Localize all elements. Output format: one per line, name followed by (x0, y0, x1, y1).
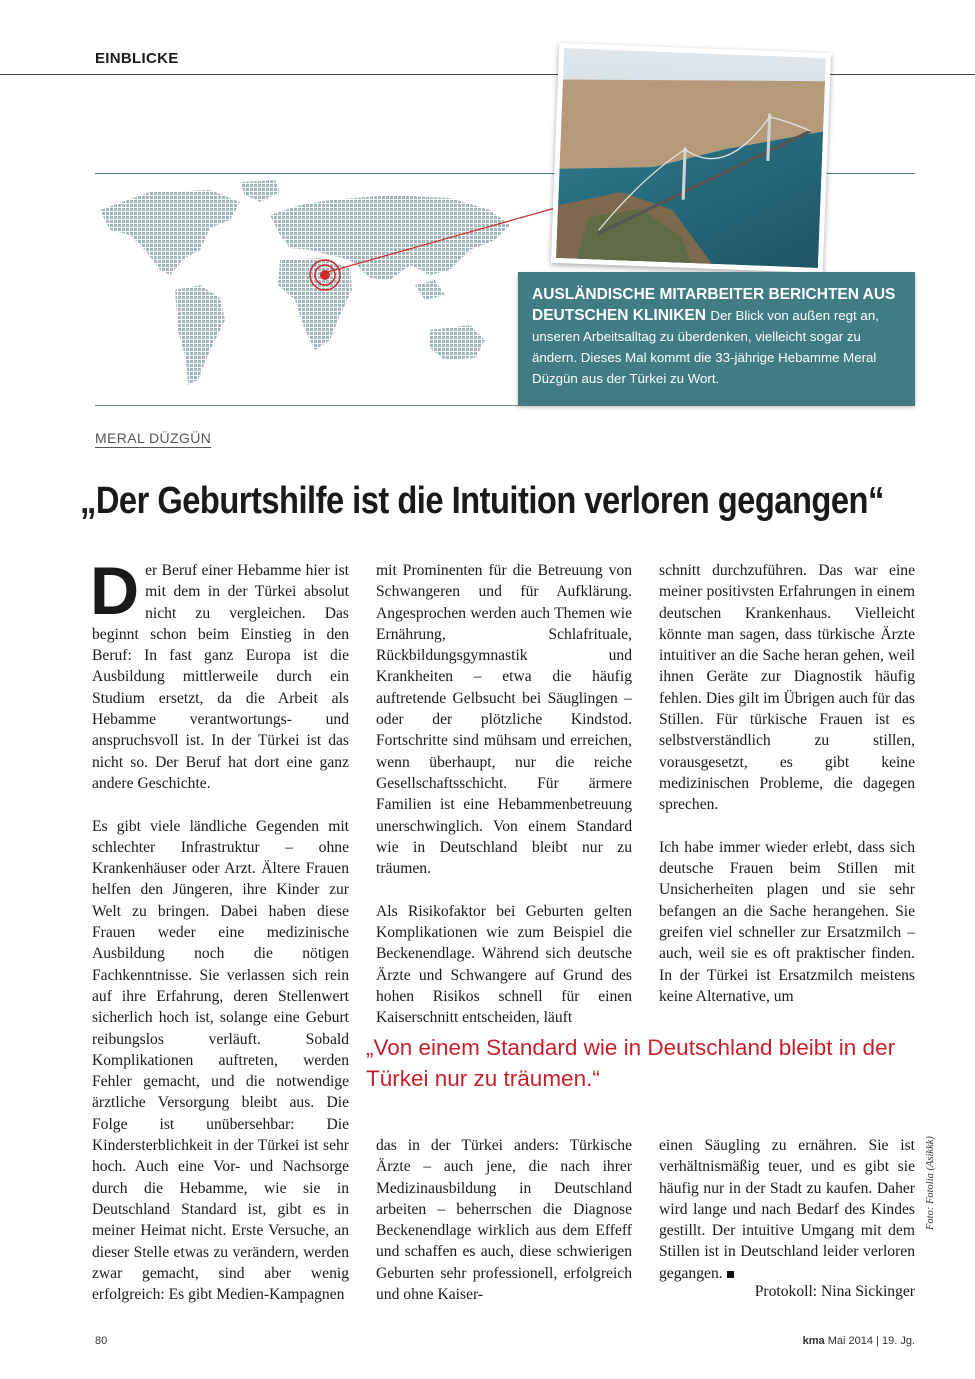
article-column-3 (659, 560, 915, 1029)
volume: 19. Jg. (881, 1335, 915, 1347)
signature: Protokoll: Nina Sickinger (754, 1283, 915, 1300)
page-number: 80 (95, 1335, 108, 1347)
paragraph: das in der Türkei anders: Türkische Ärzte – auch jene, die nach ihrer Medizinausbildung in Deutschland arbeiten – beherrschen die Diagnose Beckenendlage wirklich aus dem Effeff und schaffen es auch, diese schwierigen Geburten sehr professionell, erfolgreich und ohne Kaiser- (376, 1137, 632, 1304)
connector-line (320, 195, 570, 275)
info-box-text: Der Blick von außen regt an, unseren Arbeitsalltag zu überdenken, vielleicht sogar zu ändern. Dieses Mal kommt die 33-jährige Hebamme Meral Düzgün aus der Türkei zu Wort. (532, 308, 879, 386)
section-label: EINBLICKE (95, 50, 179, 67)
end-mark-icon (727, 1271, 734, 1278)
article-column-2-continued (376, 1135, 632, 1327)
drop-cap: D (90, 553, 140, 629)
photo-credit: Foto: Fotolia (Asikkk) (925, 1136, 936, 1230)
bosphorus-bridge-photo (551, 43, 831, 273)
article-column-2 (376, 560, 632, 1050)
paragraph: Ich habe immer wieder erlebt, dass sich deutsche Frauen beim Stillen mit Unsicherheiten plagen und sie sehr befangen an die Sache herangehen. Sie greifen viel schneller zur Ersatzmilch – auch, weil sie es oft praktischer finden. In der Türkei ist Ersatzmilch meistens keine Alternative, um (659, 838, 915, 1005)
info-box-heading: AUSLÄNDISCHE MITARBEITER BERICHTEN AUS DEUTSCHEN KLINIKEN (532, 286, 896, 324)
author-name: MERAL DÜZGÜN (95, 430, 212, 446)
article-column-3-continued (659, 1135, 915, 1284)
paragraph: mit Prominenten für die Betreuung von Schwangeren und für Aufklärung. Angesprochen werden auch Themen wie Ernährung, Schlafrituale, Rückbildungsgymnastik und Krankheiten – etwa die häufig auftretende Gelbsucht bei Säuglingen – oder der plötzliche Kindstod. Fortschritte sind mühsam und erreichen, wenn überhaupt, nur die reiche Gesellschaftsschicht. Für ärmere Familien ist eine Hebammenbetreuung unerschwinglich. Von einem Standard wie in Deutschland bleibt nur zu träumen. (376, 562, 632, 878)
issue-date: Mai 2014 (827, 1335, 873, 1347)
info-box (518, 272, 915, 405)
paragraph: einen Säugling zu ernähren. Sie ist verhältnismäßig teuer, und es gibt sie häufig nur in der Stadt zu kaufen. Daher wird lange und nach Bedarf des Kindes gestillt. Der intuitive Umgang mit dem Stillen ist in Deutschland leider verloren gegangen. (659, 1137, 915, 1282)
magazine-logo: kma (802, 1335, 825, 1347)
paragraph: Es gibt viele ländliche Gegenden mit schlechter Infrastruktur – ohne Krankenhäuser oder Arzt. Ältere Frauen helfen den Jüngeren, ihre Kinder zur Welt zu bringen. Dabei haben diese Frauen weder eine medizinische Ausbildung noch die nötigen Fachkenntnisse. Sie verlassen sich rein auf ihre Erfahrung, deren Stellenwert sicherlich hoch ist, solange eine Geburt reibungslos verläuft. Sobald Komplikationen auftreten, werden Fehler gemacht, und die notwendige ärztliche Versorgung bleibt aus. Die Folge ist unübersehbar: Die Kindersterblichkeit in der Türkei ist sehr hoch. Auch eine Vor- und Nachsorge durch die Hebamme, wie sie in Deutschland Standard ist, gibt es in meiner Heimat nicht. Erste Versuche, an dieser Stelle etwas zu verändern, werden zwar gemacht, sind aber wenig erfolgreich: Es gibt Medien-Kampagnen (92, 817, 349, 1304)
footer-issue (735, 1335, 915, 1347)
paragraph: schnitt durchzuführen. Das war eine meiner positivsten Erfahrungen in einem deutschen Krankenhaus. Vielleicht könnte man sagen, dass türkische Ärzte intuitiver an die Sache heran gehen, weil ihnen Geräte zur Diagnostik häufig fehlen. Dies gilt im Übrigen auch für das Stillen. Für türkische Frauen ist es selbstverständlich zu stillen, vorausgesetzt, es gibt keine medizinischen Probleme, die dagegen sprechen. (659, 562, 915, 814)
headline: „Der Geburtshilfe ist die Intuition verloren gegangen“ (80, 480, 884, 522)
article-column-1 (90, 553, 349, 1327)
pull-quote: „Von einem Standard wie in Deutschland bleibt in der Türkei nur zu träumen.“ (366, 1035, 896, 1091)
paragraph: er Beruf einer Hebamme hier ist mit dem in der Türkei absolut nicht zu vergleichen. Das beginnt schon beim Einstieg in den Beruf: In fast ganz Europa ist die Ausbildung mittlerweile durch ein Studium ersetzt, da die Arbeit als Hebamme verantwortungs- und anspruchsvoll ist. In der Türkei ist das nicht so. Der Beruf hat dort eine ganz andere Geschichte. (92, 562, 349, 792)
paragraph: Als Risikofaktor bei Geburten gelten Komplikationen wie zum Beispiel die Beckenendlage. Während sich deutsche Ärzte und Schwangere auf Grund des hohen Risikos schnell für einen Kaiserschnitt entscheiden, läuft (376, 902, 632, 1027)
separator: | (876, 1335, 879, 1347)
